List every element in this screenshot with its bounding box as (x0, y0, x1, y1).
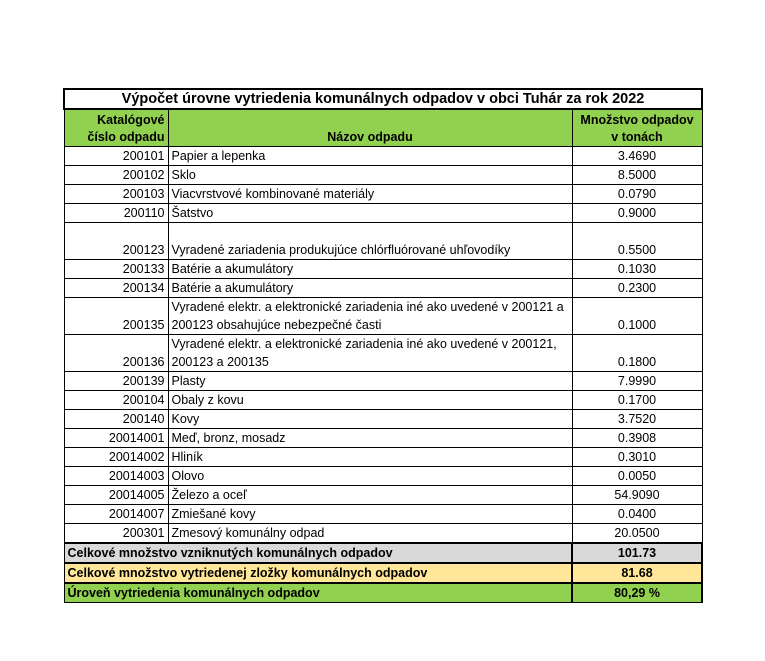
code-cell: 200140 (64, 410, 168, 429)
name-cell: Papier a lepenka (168, 147, 572, 166)
table-row (64, 467, 702, 486)
code-cell: 20014007 (64, 505, 168, 524)
qty-cell: 0.0400 (572, 505, 702, 524)
qty-cell: 3.7520 (572, 410, 702, 429)
sorting-level-row (64, 583, 702, 603)
header-row (64, 109, 702, 147)
qty-cell: 0.9000 (572, 204, 702, 223)
waste-table-body (64, 89, 702, 603)
table-row (64, 505, 702, 524)
table-row (64, 223, 702, 260)
code-cell: 200134 (64, 279, 168, 298)
qty-cell: 0.1800 (572, 335, 702, 372)
name-cell: Šatstvo (168, 204, 572, 223)
code-cell: 200102 (64, 166, 168, 185)
table-row (64, 448, 702, 467)
qty-cell: 3.4690 (572, 147, 702, 166)
code-cell: 20014003 (64, 467, 168, 486)
table-row (64, 429, 702, 448)
total-label: Celkové množstvo vzniknutých komunálnych odpadov (64, 543, 572, 563)
total-value: 80,29 % (572, 583, 702, 603)
qty-cell: 0.1000 (572, 298, 702, 335)
code-cell: 200110 (64, 204, 168, 223)
qty-cell: 0.5500 (572, 223, 702, 260)
name-cell: Plasty (168, 372, 572, 391)
table-row (64, 372, 702, 391)
qty-cell: 7.9990 (572, 372, 702, 391)
name-cell: Meď, bronz, mosadz (168, 429, 572, 448)
table-row (64, 486, 702, 505)
qty-cell: 0.3908 (572, 429, 702, 448)
name-cell: Zmiešané kovy (168, 505, 572, 524)
name-cell: Sklo (168, 166, 572, 185)
header-qty: Množstvo odpadov v tonách (572, 109, 702, 147)
total-generated-row (64, 543, 702, 563)
total-value: 101.73 (572, 543, 702, 563)
total-sorted-row (64, 563, 702, 583)
code-cell: 200133 (64, 260, 168, 279)
name-cell: Železo a oceľ (168, 486, 572, 505)
table-row (64, 204, 702, 223)
table-row (64, 260, 702, 279)
name-cell: Olovo (168, 467, 572, 486)
code-cell: 20014001 (64, 429, 168, 448)
name-cell: Obaly z kovu (168, 391, 572, 410)
code-cell: 200136 (64, 335, 168, 372)
name-cell: Kovy (168, 410, 572, 429)
qty-cell: 8.5000 (572, 166, 702, 185)
qty-cell: 0.0790 (572, 185, 702, 204)
code-cell: 200139 (64, 372, 168, 391)
waste-table (63, 88, 703, 603)
name-cell: Vyradené zariadenia produkujúce chlórfluórované uhľovodíky (168, 223, 572, 260)
name-cell: Hliník (168, 448, 572, 467)
code-cell: 200123 (64, 223, 168, 260)
qty-cell: 20.0500 (572, 524, 702, 544)
qty-cell: 0.0050 (572, 467, 702, 486)
code-cell: 200103 (64, 185, 168, 204)
name-cell: Vyradené elektr. a elektronické zariadenia iné ako uvedené v 200121 a 200123 obsahujúce nebezpečné časti (168, 298, 572, 335)
qty-cell: 0.1030 (572, 260, 702, 279)
total-label: Celkové množstvo vytriedenej zložky komunálnych odpadov (64, 563, 572, 583)
qty-cell: 0.1700 (572, 391, 702, 410)
table-row (64, 185, 702, 204)
name-cell: Vyradené elektr. a elektronické zariadenia iné ako uvedené v 200121, 200123 a 200135 (168, 335, 572, 372)
qty-cell: 0.3010 (572, 448, 702, 467)
table-row (64, 335, 702, 372)
qty-cell: 0.2300 (572, 279, 702, 298)
header-name: Názov odpadu (168, 109, 572, 147)
qty-cell: 54.9090 (572, 486, 702, 505)
table-row (64, 279, 702, 298)
name-cell: Batérie a akumulátory (168, 279, 572, 298)
code-cell: 200101 (64, 147, 168, 166)
name-cell: Zmesový komunálny odpad (168, 524, 572, 544)
code-cell: 200135 (64, 298, 168, 335)
table-row (64, 166, 702, 185)
table-row (64, 147, 702, 166)
code-cell: 20014005 (64, 486, 168, 505)
code-cell: 200301 (64, 524, 168, 544)
table-row (64, 391, 702, 410)
table-row (64, 524, 702, 544)
name-cell: Batérie a akumulátory (168, 260, 572, 279)
name-cell: Viacvrstvové kombinované materiály (168, 185, 572, 204)
code-cell: 20014002 (64, 448, 168, 467)
total-value: 81.68 (572, 563, 702, 583)
table-title: Výpočet úrovne vytriedenia komunálnych odpadov v obci Tuhár za rok 2022 (64, 89, 702, 109)
header-code: Katalógové číslo odpadu (64, 109, 168, 147)
table-row (64, 410, 702, 429)
code-cell: 200104 (64, 391, 168, 410)
title-row (64, 89, 702, 109)
total-label: Úroveň vytriedenia komunálnych odpadov (64, 583, 572, 603)
table-row (64, 298, 702, 335)
